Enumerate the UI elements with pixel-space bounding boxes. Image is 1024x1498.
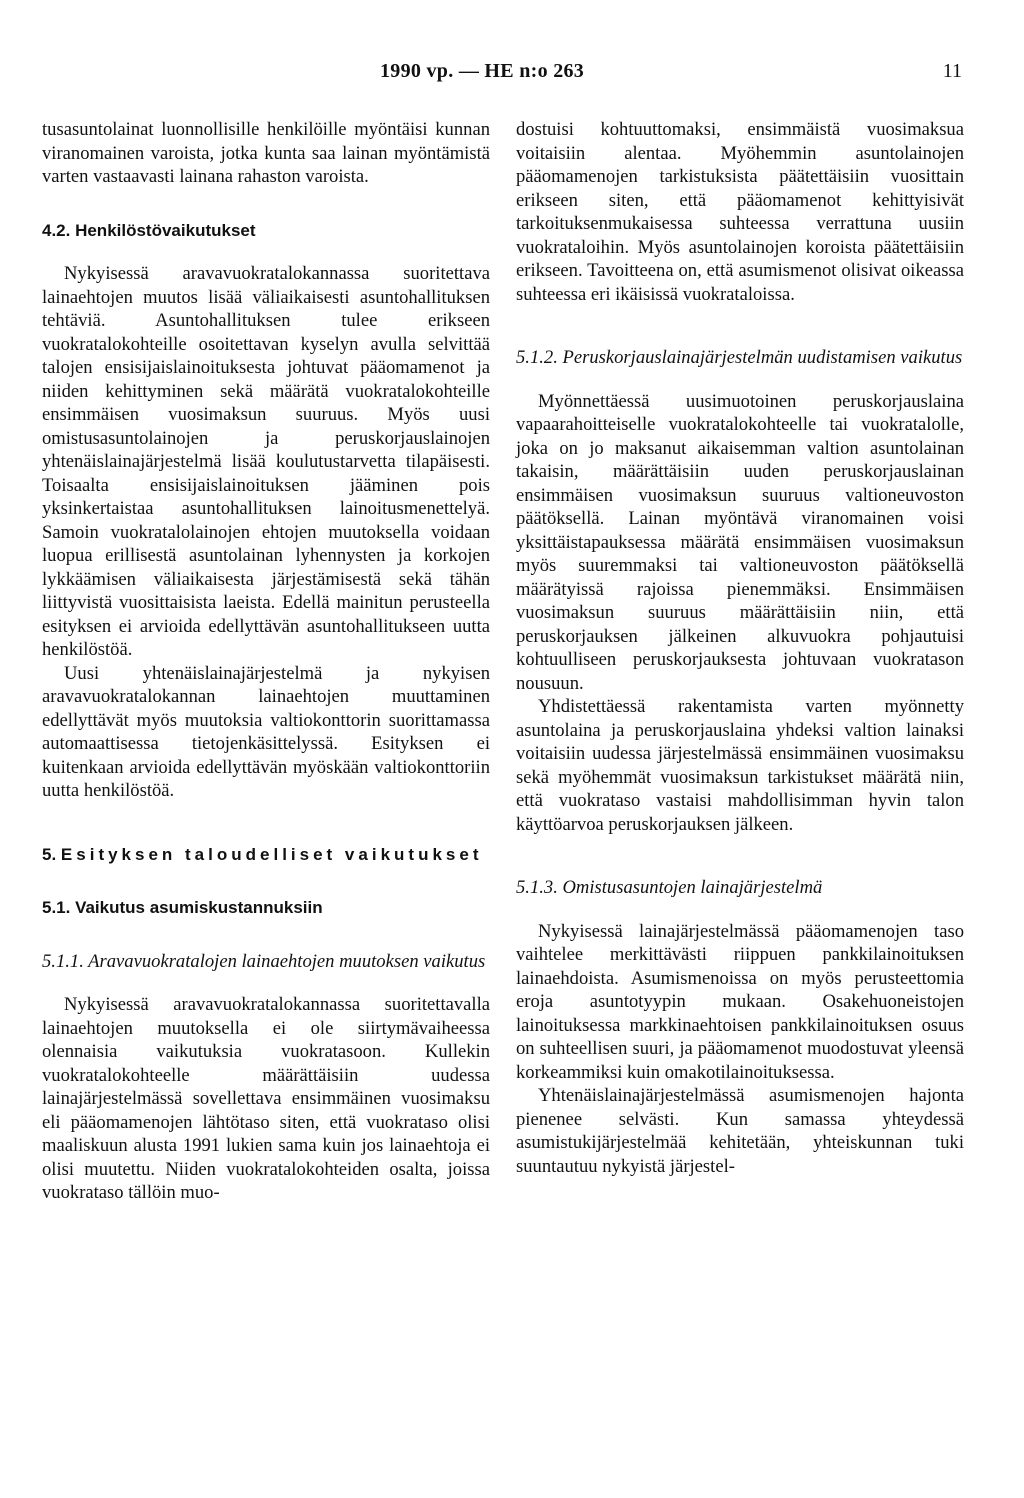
running-header: 1990 vp. — HE n:o 263	[380, 60, 585, 82]
paragraph: Uusi yhtenäislainajärjestelmä ja nykyisen aravavuokratalokannan lainaehtojen muuttaminen edellyttävät myös muutoksia valtiokonttorin suorittamassa automaattisessa tietojenkäsittelyssä. Esityksen ei kuitenkaan arvioida edellyttävän myöskään valtiokonttoriin uutta henkilöstöä.	[42, 662, 490, 801]
page-header	[0, 60, 1024, 90]
paragraph: Yhtenäislainajärjestelmässä asumismenojen hajonta pienenee selvästi. Kun samassa yhteydessä asumistukijärjestelmää kehitetään, yhteiskunnan tuki suuntautuu nykyistä järjestel-	[516, 1085, 964, 1177]
paragraph: Nykyisessä aravavuokratalokannassa suoritettava lainaehtojen muutos lisää väliaikaisesti asuntohallituksen tehtäviä. Asuntohallituksen tulee erikseen vuokratalokohteille osoitettavan kyselyn avulla selvittää talojen ensisijaislainoituksesta johtuvat pääomamenot ja niiden kehittyminen sekä määrätä vuokratalokohteille ensimmäisen vuosimaksun suuruus. Myös uusi omistusasuntolainojen ja peruskorjauslainojen yhtenäislainajärjestelmä lisää koulutustarvetta tilapäisesti. Toisaalta ensisijaislainoituksen jääminen pois yksinkertaistaa asuntohallituksen lainoitusmenettelyä. Samoin vuokratalolainojen ehtojen muutoksella voidaan luopua erillisestä asuntolainan lyhennysten ja korkojen lykkäämisen väliaikaisesta järjestämisestä sekä tähän liittyvistä vuosittaisista laeista. Edellä mainitun perusteella esityksen ei arvioida edellyttävän asuntohallitukseen uutta henkilöstöä.	[42, 263, 490, 660]
page-number: 11	[942, 60, 962, 82]
paragraph: tusasuntolainat luonnollisille henkilöille myöntäisi kunnan viranomainen varoista, jotka kunta saa lainan myöntämistä varten vastaavasti lainana rahaston varoista.	[42, 119, 490, 187]
subsection-heading-5-1-1	[42, 950, 490, 974]
subsection-title: Aravavuokratalojen lainaehtojen muutoksen vaikutus	[88, 950, 486, 972]
paragraph: dostuisi kohtuuttomaksi, ensimmäistä vuosimaksua voitaisiin alentaa. Myöhemmin asuntolainojen pääomamenojen tarkistuksista päätettäisiin vuosittain erikseen siten, että pääomamenot kehittyisivät tarkoituksenmukaisessa suhteessa verrattuna uusiin vuokrataloihin. Myös asuntolainojen koroista päätettäisiin erikseen. Tavoitteena on, että asumismenot olisivat oikeassa suhteessa eri ikäisissä vuokrataloissa.	[516, 119, 964, 305]
right-column	[516, 118, 964, 1178]
paragraph: Nykyisessä lainajärjestelmässä pääomamenojen taso vaihtelee merkittävästi riippuen pankkilainoituksen lainaehdoista. Asumismenoissa on myös perusteettomia eroja asuntotyypin mukaan. Osakehuoneistojen lainoituksessa markkinaehtoisen pankkilainoituksen osuus on suhteellisen suuri, ja pääomamenot muodostuvat yleensä korkeammiksi kuin omakotilainoituksessa.	[516, 920, 964, 1083]
subsection-number: 5.1.3.	[516, 877, 558, 898]
section-heading-5	[42, 843, 490, 867]
subsection-number: 5.1.2.	[516, 347, 558, 368]
subsection-title: Omistusasuntojen lainajärjestelmä	[562, 877, 823, 898]
left-column	[42, 118, 490, 1205]
section-heading-4-2: 4.2. Henkilöstövaikutukset	[42, 220, 256, 240]
subsection-heading-5-1-2	[516, 346, 964, 370]
paragraph: Myönnettäessä uusimuotoinen peruskorjauslaina vapaarahoitteiselle vuokratalokohteelle tai vuokratalolle, joka on jo maksanut aikaisemman valtion asuntolainan takaisin, määrättäisiin uuden peruskorjauslainan ensimmäisen vuosimaksun suuruus valtioneuvoston päätöksellä. Lainan myöntävä viranomainen voisi yksittäistapauksessa määrätä ensimmäisen vuosimaksun myös suuremmaksi tai valtioneuvoston päätöksellä määrätyissä rajoissa pienemmäksi. Ensimmäisen vuosimaksun suuruus määrättäisiin niin, että peruskorjauksen jälkeinen alkuvuokra pohjautuisi kohtuulliseen peruskorjauksesta johtuvaan vuokratason nousuun.	[516, 390, 964, 694]
section-heading-5-1: 5.1. Vaikutus asumiskustannuksiin	[42, 898, 323, 917]
section-title: Esityksen taloudelliset vaikutukset	[60, 844, 483, 864]
section-number: 5.	[42, 844, 57, 864]
paragraph: Nykyisessä aravavuokratalokannassa suoritettavalla lainaehtojen muutoksella ei ole siirtymävaiheessa olennaisia vaikutuksia vuokratasoon. Kullekin vuokratalokohteelle määrättäisiin uudessa lainajärjestelmässä sovellettava ensimmäinen vuosimaksu eli pääomamenojen lähtötaso siten, että vuokrataso olisi maaliskuun alusta 1991 lukien sama kuin jos lainaehtoja ei olisi muutettu. Niiden vuokratalokohteiden osalta, joissa vuokrataso tällöin muo-	[42, 994, 490, 1203]
subsection-title: Peruskorjauslainajärjestelmän uudistamisen vaikutus	[562, 347, 963, 368]
paragraph: Yhdistettäessä rakentamista varten myönnetty asuntolaina ja peruskorjauslaina yhdeksi valtion lainaksi voitaisiin uudessa järjestelmässä ensimmäinen vuosimaksu sekä myöhemmät vuosimaksun tarkistukset määrätä niin, että vuokrataso vastaisi mahdollisimman hyvin talon käyttöarvoa peruskorjauksen jälkeen.	[516, 696, 964, 835]
subsection-number: 5.1.1.	[42, 950, 84, 972]
subsection-heading-5-1-3	[516, 876, 964, 900]
